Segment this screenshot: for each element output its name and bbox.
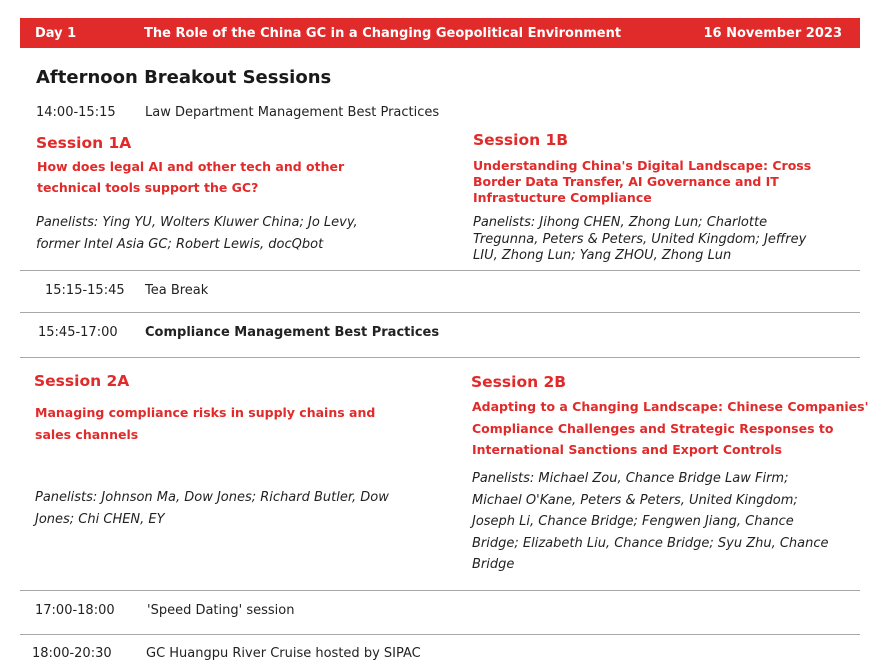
session-1b-question-line: Border Data Transfer, AI Governance and IT (473, 174, 779, 189)
session-2b-panelists (472, 468, 829, 576)
session-1a-panelists-line: former Intel Asia GC; Robert Lewis, docQbot (36, 237, 324, 252)
session-2b-panelists-line: Michael O'Kane, Peters & Peters, United Kingdom; (472, 492, 798, 508)
divider (20, 357, 860, 358)
session-2b-question (472, 396, 868, 461)
session-1b-panelists-line: Tregunna, Peters & Peters, United Kingdom; Jeffrey (473, 231, 807, 247)
banner-day: Day 1 (35, 26, 77, 41)
slot3-time: 15:45-17:00 (38, 325, 118, 340)
page-heading: Afternoon Breakout Sessions (36, 67, 332, 88)
banner-title: The Role of the China GC in a Changing Geopolitical Environment (144, 26, 622, 41)
slot1-time: 14:00-15:15 (36, 105, 116, 120)
session-2b-label: Session 2B (471, 373, 567, 391)
session-2a-panelists-line: Jones; Chi CHEN, EY (35, 512, 165, 527)
session-1a-panelists-line: Panelists: Ying YU, Wolters Kluwer China; Jo Levy, (36, 215, 358, 230)
slot4-time: 17:00-18:00 (35, 603, 115, 618)
slot5-time: 18:00-20:30 (32, 646, 112, 661)
slot2-time: 15:15-15:45 (45, 283, 125, 298)
session-1b-question (473, 158, 811, 206)
session-2a-question (35, 402, 375, 445)
session-2a-panelists (35, 487, 389, 531)
slot2-title: Tea Break (145, 283, 209, 298)
session-1b-panelists-line: LIU, Zhong Lun; Yang ZHOU, Zhong Lun (473, 248, 732, 263)
session-1a-label: Session 1A (36, 134, 132, 152)
session-2a-question-line: Managing compliance risks in supply chains and (35, 405, 376, 420)
slot3-title: Compliance Management Best Practices (145, 325, 440, 340)
session-1b-panelists-line: Panelists: Jihong CHEN, Zhong Lun; Charlotte (473, 215, 768, 230)
divider (20, 312, 860, 313)
session-2b-question-line: Compliance Challenges and Strategic Responses to (472, 420, 834, 436)
session-2b-panelists-line: Bridge; Elizabeth Liu, Chance Bridge; Syu Zhu, Chance (472, 535, 829, 551)
session-1b-question-line: Infrastucture Compliance (473, 190, 652, 205)
session-1a-question-line: technical tools support the GC? (37, 180, 259, 195)
divider (20, 270, 860, 271)
session-1a-question (37, 159, 344, 196)
divider (20, 590, 860, 591)
slot4-title: 'Speed Dating' session (147, 603, 295, 618)
session-1b-panelists (473, 215, 806, 265)
session-1a-panelists (36, 212, 358, 256)
session-2a-label: Session 2A (34, 372, 130, 390)
day-banner (20, 18, 860, 48)
session-1b-question-line: Understanding China's Digital Landscape: Cross (473, 158, 812, 173)
session-2b-question-line: Adapting to a Changing Landscape: Chinese Companies' (472, 399, 869, 414)
slot5-title: GC Huangpu River Cruise hosted by SIPAC (146, 646, 421, 661)
session-2b-panelists-line: Joseph Li, Chance Bridge; Fengwen Jiang, Chance (472, 514, 794, 529)
session-2b-panelists-line: Panelists: Michael Zou, Chance Bridge Law Firm; (472, 471, 789, 486)
slot1-title: Law Department Management Best Practices (145, 105, 440, 120)
session-2a-panelists-line: Panelists: Johnson Ma, Dow Jones; Richard Butler, Dow (35, 490, 389, 505)
session-1b-label: Session 1B (473, 131, 569, 149)
divider (20, 634, 860, 635)
banner-date: 16 November 2023 (703, 26, 842, 41)
session-2b-question-line: International Sanctions and Export Controls (472, 442, 782, 457)
session-2b-panelists-line: Bridge (472, 557, 515, 572)
session-2a-question-line: sales channels (35, 426, 139, 442)
session-1a-question-line: How does legal AI and other tech and other (37, 159, 345, 174)
